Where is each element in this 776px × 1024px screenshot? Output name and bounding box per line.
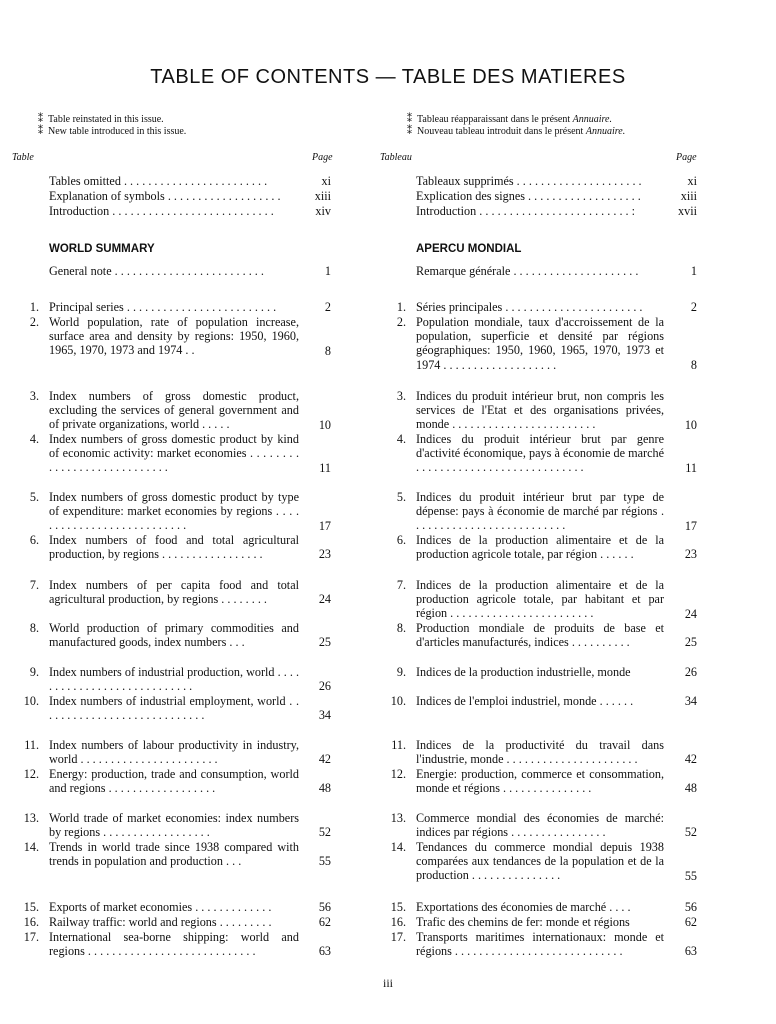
toc-entry-number: 16. [390,915,406,929]
toc-entry-number: 2. [29,315,39,329]
toc-entry-page: 23 [318,547,331,561]
header-fr-table: Tableau [380,152,412,163]
toc-entry-number: 3. [29,389,39,403]
toc-entry-title: Population mondiale, taux d'accroissement de la population, superficie et densité par régions géographiques: 1950, 1960, 1965, 1970, 1973 et 1974 . . . . . . . . . . . . . . . . . . . [416,315,664,372]
toc-entry-number: 12. [390,767,406,781]
toc-entry-title: Index numbers of food and total agricultural production, by regions . . . . . . . . . . . . . . . . . [49,533,299,562]
toc-entry-title: Index numbers of per capita food and total agricultural production, by regions . . . . . . . . [49,578,299,607]
note-italic: Annuaire. [572,114,612,125]
toc-entry-title: Séries principales . . . . . . . . . . . . . . . . . . . . . . . [416,300,643,314]
toc-entry-number: 11. [391,738,406,752]
toc-entry-title: Energy: production, trade and consumption, world and regions . . . . . . . . . . . . . . . . . . [49,767,299,796]
toc-entry-page: 62 [684,915,697,929]
note-mark: ⁑ [407,114,412,125]
toc-entry [29,621,331,650]
toc-entry-page: xiii [680,189,697,203]
toc-entry-number: 14. [23,840,39,854]
toc-entry [396,432,697,475]
toc-entry-title: Indices du produit intérieur brut par type de dépense: pays à économie de marché par régions . . . . . . . . . . . . . . . . . . . . . . . . . . [416,490,664,533]
note-fr-reinstated [407,114,612,126]
toc-entry-page: 10 [684,418,697,432]
toc-entry [390,694,697,708]
toc-front-entry [49,174,331,188]
toc-entry-page: 55 [318,854,331,868]
toc-entry-title: Indices de la production alimentaire et de la production agricole totale, par région . . . . . . [416,533,664,562]
toc-entry-title: Indices du produit intérieur brut par genre d'activité économique, pays à économie de marché . . . . . . . . . . . . . . . . . . . . . . . . . . . . [416,432,664,475]
toc-entry-title: Index numbers of gross domestic product by kind of economic activity: market economies . . . . . . . . . . . . . . . . . . . . . . . . . . . . [49,432,299,475]
note-en-new [38,126,186,138]
section-heading-fr: APERCU MONDIAL [416,243,522,255]
toc-entry-page: 52 [684,825,697,839]
toc-entry-number: 4. [396,432,406,446]
toc-entry-number: 10. [23,694,39,708]
toc-entry [396,490,697,533]
toc-entry-title: Exports of market economies . . . . . . . . . . . . . [49,900,272,914]
toc-entry-number: 12. [23,767,39,781]
note-mark: ⁑ [38,126,43,137]
toc-entry-page: 1 [690,264,697,278]
toc-entry-page: xi [687,174,697,188]
toc-entry-number: 6. [396,533,406,547]
toc-entry [390,840,697,883]
toc-entry-page: 2 [690,300,697,314]
toc-entry [29,578,331,607]
toc-entry-title: Exportations des économies de marché . . . . [416,900,631,914]
toc-entry-title: Index numbers of industrial production, world . . . . . . . . . . . . . . . . . . . . . . . . . . . . [49,665,299,694]
note-mark: ⁑ [407,126,412,137]
toc-entry-title: Trends in world trade since 1938 compared with trends in population and production . . . [49,840,299,869]
toc-entry [29,665,331,694]
toc-entry-title: Tables omitted . . . . . . . . . . . . . . . . . . . . . . . . [49,174,268,188]
toc-entry-number: 15. [390,900,406,914]
toc-entry-number: 2. [396,315,406,329]
toc-entry-page: xi [321,174,331,188]
toc-entry-page: 17 [318,519,331,533]
toc-entry-number: 1. [29,300,39,314]
toc-entry-title: Explanation of symbols . . . . . . . . . . . . . . . . . . . [49,189,281,203]
toc-entry [396,665,697,679]
toc-entry-title: General note . . . . . . . . . . . . . . . . . . . . . . . . . [49,264,264,278]
toc-entry [396,621,697,650]
header-fr-page: Page [676,152,697,163]
toc-entry [23,767,331,796]
note-mark: ⁑ [38,114,43,125]
toc-entry [23,900,331,914]
toc-entry [396,315,697,372]
header-en-table: Table [12,152,34,163]
toc-entry-title: International sea-borne shipping: world and regions . . . . . . . . . . . . . . . . . . . . . . . . . . . . [49,930,299,959]
toc-entry-number: 10. [390,694,406,708]
toc-entry-title: Index numbers of industrial employment, world . . . . . . . . . . . . . . . . . . . . . . . . . . . . [49,694,299,723]
toc-entry-title: Index numbers of gross domestic product by type of expenditure: market economies by regions . . . . . . . . . . . . . . . . . . . . . . . . . . . [49,490,299,533]
toc-entry [396,578,697,621]
toc-entry-number: 7. [29,578,39,592]
toc-entry-number: 7. [396,578,406,592]
note-fr-new [407,126,625,138]
toc-entry-page: xiii [314,189,331,203]
section-heading-en: WORLD SUMMARY [49,243,155,255]
toc-front-entry [49,189,331,203]
toc-entry [29,315,331,358]
note-en-reinstated [38,114,164,126]
toc-entry [29,300,331,314]
toc-entry [29,389,331,432]
toc-entry-title: Trafic des chemins de fer: monde et régions [416,915,630,929]
toc-entry-title: Indices de la production industrielle, monde [416,665,631,679]
toc-entry-number: 11. [24,738,39,752]
toc-front-entry [416,189,697,203]
toc-entry-number: 14. [390,840,406,854]
toc-entry-page: 1 [324,264,331,278]
toc-entry-page: 24 [684,607,697,621]
toc-entry-title: Indices de la productivité du travail dans l'industrie, monde . . . . . . . . . . . . . . . . . . . . . . [416,738,664,767]
toc-entry [396,533,697,562]
toc-entry [29,533,331,562]
toc-entry-page: 63 [318,944,331,958]
toc-front-entry [49,204,331,218]
toc-entry-page: 25 [318,635,331,649]
toc-entry-title: Tendances du commerce mondial depuis 1938 comparées aux tendances de la population et de la production . . . . . . . . . . . . . . . [416,840,664,883]
toc-entry [390,930,697,959]
toc-entry-title: Production mondiale de produits de base et d'articles manufacturés, indices . . . . . . . . . . [416,621,664,650]
toc-entry-number: 13. [390,811,406,825]
note-italic: Annuaire. [585,126,626,137]
toc-entry-title: Transports maritimes internationaux: monde et régions . . . . . . . . . . . . . . . . . . . . . . . . . . . . [416,930,664,959]
toc-entry-page: xiv [315,204,331,218]
toc-entry-number: 9. [396,665,406,679]
toc-entry-number: 4. [29,432,39,446]
toc-entry [23,694,331,723]
note-text: Tableau réapparaissant dans le présent [417,114,571,125]
toc-entry-title: Energie: production, commerce et consommation, monde et régions . . . . . . . . . . . . . . . [416,767,664,796]
toc-entry [29,432,331,475]
toc-entry-page: 11 [685,461,697,475]
toc-entry-page: 11 [319,461,331,475]
toc-entry [396,300,697,314]
toc-entry-page: 52 [318,825,331,839]
toc-entry-title: Principal series . . . . . . . . . . . . . . . . . . . . . . . . . [49,300,277,314]
toc-entry-number: 8. [396,621,406,635]
toc-entry-number: 5. [29,490,39,504]
toc-entry-title: Indices de l'emploi industriel, monde . . . . . . [416,694,634,708]
toc-entry [23,840,331,869]
toc-entry-number: 5. [396,490,406,504]
toc-entry-number: 1. [396,300,406,314]
note-text: Nouveau tableau introduit dans le présent [417,126,584,137]
toc-entry [390,767,697,796]
toc-front-entry [416,204,697,218]
toc-entry [23,930,331,959]
toc-entry-number: 9. [29,665,39,679]
toc-entry-title: Tableaux supprimés . . . . . . . . . . . . . . . . . . . . . [416,174,642,188]
toc-entry-page: 26 [684,665,697,679]
toc-entry-title: Railway traffic: world and regions . . . . . . . . . [49,915,272,929]
toc-entry [390,811,697,840]
toc-entry-page: 63 [684,944,697,958]
toc-front-entry [416,264,697,278]
toc-entry [390,900,697,914]
toc-entry-title: Commerce mondial des économies de marché: indices par régions . . . . . . . . . . . . . . . . [416,811,664,840]
toc-entry-title: Introduction . . . . . . . . . . . . . . . . . . . . . . . . . . . [49,204,274,218]
page-number: iii [382,976,393,990]
note-text: New table introduced in this issue. [48,126,187,137]
toc-entry-title: Indices de la production alimentaire et de la production agricole totale, par habitant et par région . . . . . . . . . . . . . . . . . . . . . . . . [416,578,664,621]
toc-front-entry [49,264,331,278]
toc-entry-number: 13. [23,811,39,825]
toc-entry-title: World trade of market economies: index numbers by regions . . . . . . . . . . . . . . . . . . [49,811,299,840]
page-title: TABLE OF CONTENTS — TABLE DES MATIERES [150,66,626,88]
toc-entry-page: 34 [318,708,331,722]
toc-entry-number: 17. [23,930,39,944]
toc-entry [396,389,697,432]
toc-entry-page: 10 [318,418,331,432]
toc-entry-page: 48 [684,781,697,795]
toc-entry [29,490,331,533]
toc-entry-page: 62 [318,915,331,929]
toc-entry-title: Introduction . . . . . . . . . . . . . . . . . . . . . . . . . : [416,204,636,218]
toc-entry-page: 48 [318,781,331,795]
toc-front-entry [416,174,697,188]
toc-entry [23,811,331,840]
toc-entry-title: World population, rate of population increase, surface area and density by regions: 1950, 1960, 1965, 1970, 1973 and 1974 . . [49,315,299,358]
toc-entry [23,915,331,929]
toc-entry-page: 8 [324,344,331,358]
toc-entry-number: 16. [23,915,39,929]
toc-entry-page: xvii [678,204,697,218]
toc-entry-number: 3. [396,389,406,403]
toc-entry-page: 55 [684,869,697,883]
toc-entry [390,915,697,929]
toc-entry [24,738,331,767]
toc-entry-page: 25 [684,635,697,649]
toc-entry-page: 23 [684,547,697,561]
toc-entry-page: 42 [684,752,697,766]
note-text: Table reinstated in this issue. [48,114,164,125]
toc-entry-title: Explication des signes . . . . . . . . . . . . . . . . . . . [416,189,641,203]
toc-entry-title: Indices du produit intérieur brut, non compris les services de l'Etat et des organisations privées, monde . . . . . . . . . . . . . . . . . . . . . . . . [416,389,664,432]
toc-entry-page: 26 [318,679,331,693]
toc-entry-title: Index numbers of labour productivity in industry, world . . . . . . . . . . . . . . . . . . . . . . . [49,738,299,767]
toc-entry-title: Index numbers of gross domestic product, excluding the services of general government and of private organizations, world . . . . . [49,389,299,432]
toc-entry [391,738,697,767]
toc-entry-page: 24 [318,592,331,606]
toc-entry-number: 17. [390,930,406,944]
toc-entry-page: 8 [690,358,697,372]
toc-entry-page: 56 [318,900,331,914]
toc-entry-number: 6. [29,533,39,547]
toc-entry-page: 42 [318,752,331,766]
toc-entry-number: 15. [23,900,39,914]
toc-entry-title: Remarque générale . . . . . . . . . . . . . . . . . . . . . [416,264,639,278]
toc-entry-page: 56 [684,900,697,914]
toc-entry-number: 8. [29,621,39,635]
toc-entry-page: 34 [684,694,697,708]
toc-entry-page: 17 [684,519,697,533]
toc-entry-page: 2 [324,300,331,314]
header-en-page: Page [312,152,333,163]
toc-entry-title: World production of primary commodities and manufactured goods, index numbers . . . [49,621,299,650]
